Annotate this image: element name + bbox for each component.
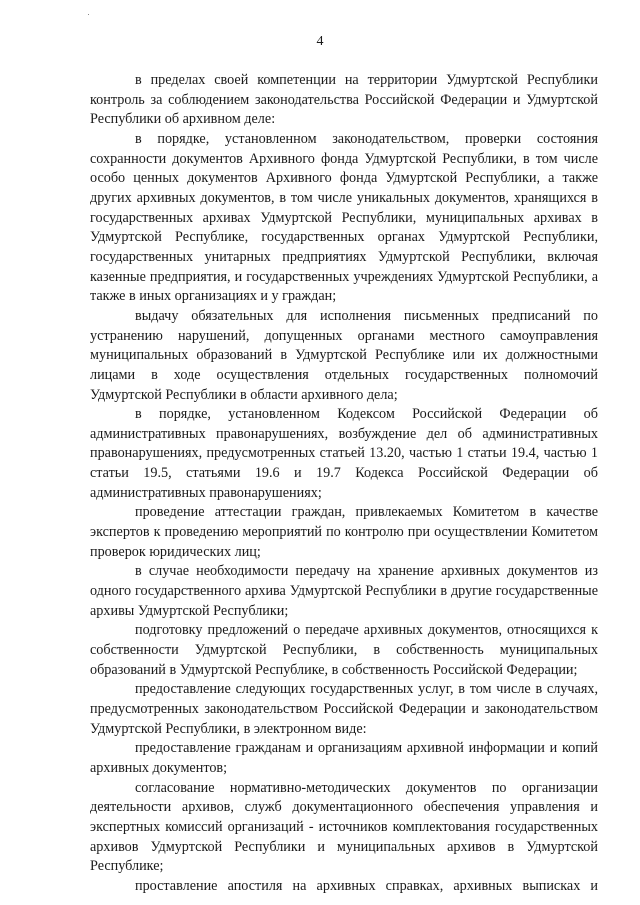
paragraph-expert-certification: проведение аттестации граждан, привлекаемых Комитетом в качестве экспертов к проведению мероприятий по контролю при осуществлении Комитетом проверок юридических лиц; — [90, 504, 598, 560]
paragraph-administrative-cases: в порядке, установленном Кодексом Российской Федерации об административных правонарушениях, возбуждение дел об административных правонарушениях, предусмотренных статьей 13.20, частью 1 статьи 19.4, частью 1 статьи 19.5, статьями 19.6 и 19.7 Кодекса Российской Федерации об административных правонарушениях; — [90, 406, 598, 501]
paragraph-document-transfer: в случае необходимости передачу на хранение архивных документов из одного государственного архива Удмуртской Республики в другие государственные архивы Удмуртской Республики; — [90, 563, 598, 619]
paragraph-methodical-approval: согласование нормативно-методических документов по организации деятельности архивов, служб документационного обеспечения управления и экспертных комиссий организаций - источников комплектования государственных архивов Удмуртской Республики и муниципальных архивов в Удмуртской Республике; — [90, 779, 598, 875]
document-body — [90, 71, 598, 897]
paragraph-control-scope: в пределах своей компетенции на территории Удмуртской Республики контроль за соблюдением законодательства Российской Федерации и Удмуртской Республики об архивном деле: — [90, 72, 598, 128]
paragraph-apostille: проставление апостиля на архивных справках, архивных выписках и — [135, 877, 598, 894]
paragraph-archival-information: предоставление гражданам и организациям архивной информации и копий архивных документов; — [90, 740, 598, 776]
paragraph-ownership-proposals: подготовку предложений о передаче архивных документов, относящихся к собственности Удмуртской Республики, в собственность муниципальных образований в Удмуртской Республике, в собственность Российской Федерации; — [90, 622, 598, 678]
scan-speck — [88, 14, 89, 15]
paragraph-inspections: в порядке, установленном законодательством, проверки состояния сохранности документов Архивного фонда Удмуртской Республики, в том числе особо ценных документов Архивного фонда Удмуртской Республики, а также других архивных документов, в том числе уникальных документов, хранящихся в государственных архивах Удмуртской Республики, муниципальных архивах в Удмуртской Республике, государственных органах Удмуртской Республики, государственных унитарных предприятиях Удмуртской Республики, включая казенные предприятия, и государственных учреждениях Удмуртской Республики, а также в иных организациях и у граждан; — [90, 130, 598, 305]
paragraph-orders: выдачу обязательных для исполнения письменных предписаний по устранению нарушений, допущенных органами местного самоуправления муниципальных образований в Удмуртской Республике или их должностными лицами в ходе осуществления отдельных государственных полномочий Удмуртской Республики в области архивного дела; — [90, 307, 598, 403]
paragraph-public-services: предоставление следующих государственных услуг, в том числе в случаях, предусмотренных законодательством Российской Федерации и законодательством Удмуртской Республики, в электронном виде: — [90, 681, 598, 737]
page-number: 4 — [316, 34, 324, 49]
